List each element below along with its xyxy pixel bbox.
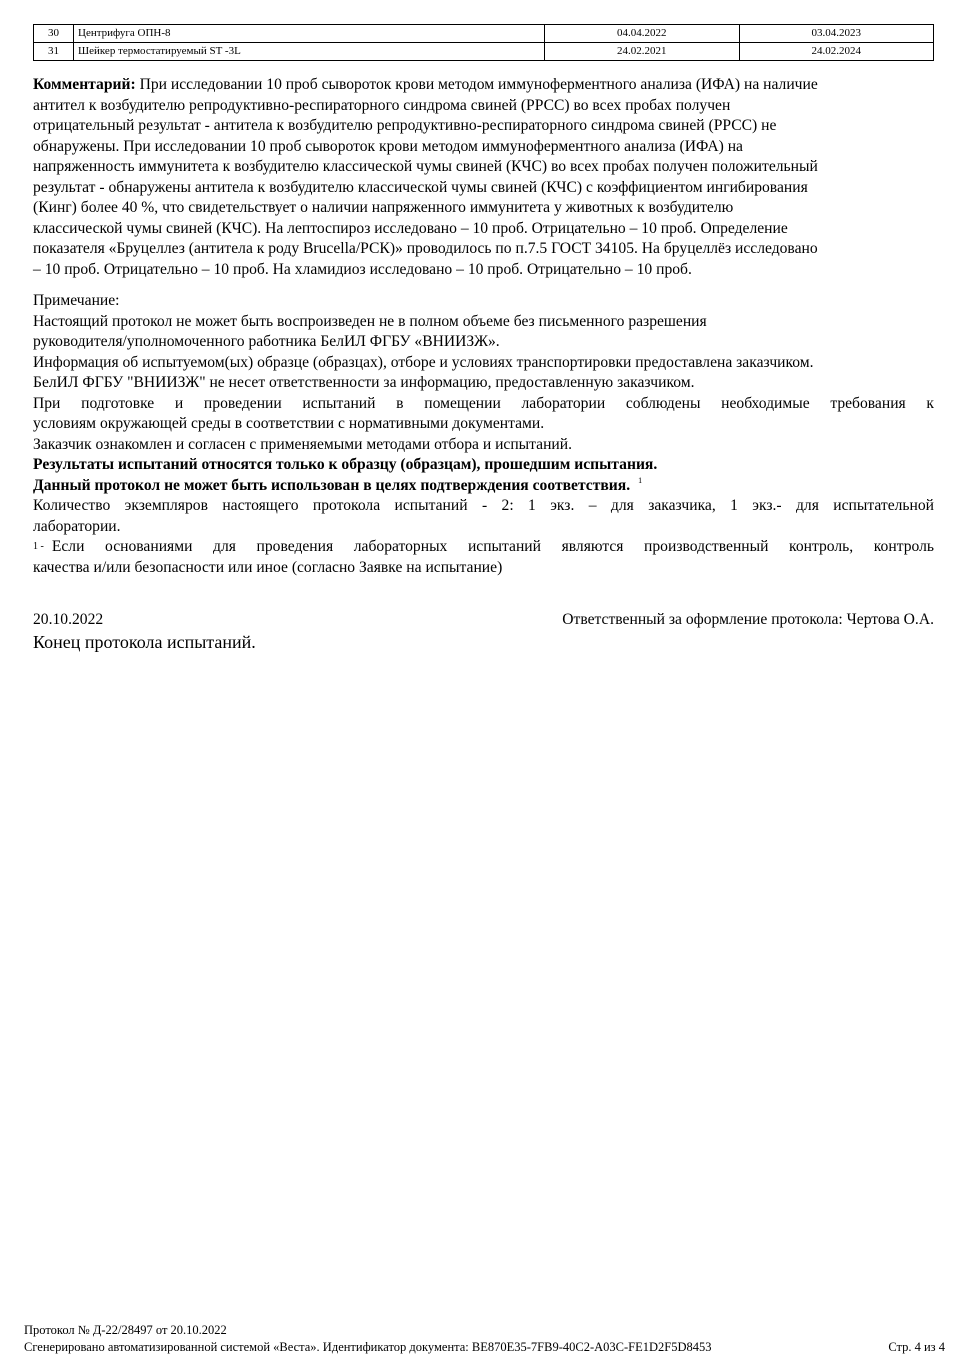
comment-line: отрицательный результат - антитела к возбудителю репродуктивно-респираторного синдрома свиней (РРСС) не	[33, 117, 777, 134]
equipment-table	[33, 24, 934, 61]
comment-line: классической чумы свиней (КЧС). На лептоспироз исследовано – 10 проб. Отрицательно – 10 проб. Определение	[33, 219, 788, 237]
table-row	[34, 43, 934, 61]
page-number: Стр. 4 из 4	[888, 1340, 945, 1354]
note-bold-line: Данный протокол не может быть использован в целях подтверждения соответствия.	[33, 476, 631, 494]
signature-date: 20.10.2022	[33, 611, 104, 628]
note-line: Количество экземпляров настоящего протокола испытаний - 2: 1 экз. – для заказчика, 1 экз.- для испытательной	[33, 497, 934, 514]
comment-label: Комментарий:	[33, 76, 136, 93]
comment-line: результат - обнаружены антитела к возбудителю классической чумы свиней (КЧС) с коэффициентом ингибирования	[33, 178, 808, 196]
note-line: БелИЛ ФГБУ "ВНИИЗЖ" не несет ответственности за информацию, предоставленную заказчиком.	[33, 374, 695, 391]
comment-line: (Кинг) более 40 %, что свидетельствует о наличии напряженного иммунитета у животных к возбудителю	[33, 199, 734, 216]
row-number: 31	[34, 43, 74, 61]
note-line: Информация об испытуемом(ых) образце (образцах), отборе и условиях транспортировки предоставлена заказчиком.	[33, 353, 814, 371]
date-from: 04.04.2022	[545, 25, 740, 43]
footnote-text: качества и/или безопасности или иное (согласно Заявке на испытание)	[33, 558, 503, 576]
note-bold-line: Результаты испытаний относятся только к образцу (образцам), прошедшим испытания.	[33, 456, 658, 473]
comment-line: – 10 проб. Отрицательно – 10 проб. На хламидиоз исследовано – 10 проб. Отрицательно – 10 проб.	[33, 260, 692, 278]
note-line: руководителя/уполномоченного работника БелИЛ ФГБУ «ВНИИЗЖ».	[33, 333, 500, 350]
note-line: Заказчик ознакомлен и согласен с применяемыми методами отбора и испытаний.	[33, 435, 573, 453]
note-line: При подготовке и проведении испытаний в помещении лаборатории соблюдены необходимые требования к	[33, 394, 934, 412]
footer-protocol: Протокол № Д-22/28497 от 20.10.2022	[24, 1323, 227, 1337]
footnote-text: Если основаниями для проведения лабораторных испытаний являются производственный контроль, контроль	[51, 538, 934, 555]
row-number: 30	[34, 25, 74, 43]
comment-line	[33, 75, 934, 96]
footnote-mark: 1 -	[33, 541, 44, 552]
note-line: Настоящий протокол не может быть воспроизведен не в полном объеме без письменного разрешения	[33, 312, 707, 330]
date-from: 24.02.2021	[545, 43, 740, 61]
equipment-name: Центрифуга ОПН-8	[74, 25, 545, 43]
date-to: 24.02.2024	[739, 43, 934, 61]
table-row	[34, 25, 934, 43]
notes-section	[33, 291, 934, 578]
comment-text: При исследовании 10 проб сывороток крови методом иммуноферментного анализа (ИФА) на наличие	[135, 76, 818, 93]
comment-line: обнаружены. При исследовании 10 проб сывороток крови методом иммуноферментного анализа (ИФА) на	[33, 137, 743, 155]
date-to: 03.04.2023	[739, 25, 934, 43]
footer-generated: Сгенерировано автоматизированной системой «Веста». Идентификатор документа: BE870E35-7FB9-40C2-A03C-FE1D2F5D8453	[24, 1340, 712, 1354]
comment-line: показателя «Бруцеллез (антитела к роду Brucella/РСК)» проводилось по п.7.5 ГОСТ 34105. На бруцеллёз исследовано	[33, 240, 818, 257]
note-line: лаборатории.	[33, 517, 121, 535]
note-line: условиям окружающей среды в соответствии с нормативными документами.	[33, 415, 545, 432]
comment-line: напряженность иммунитета к возбудителю классической чумы свиней (КЧС) во всех пробах получен положительный	[33, 158, 818, 175]
end-of-protocol: Конец протокола испытаний.	[33, 632, 256, 652]
footnote-ref: 1	[638, 475, 643, 485]
comment-section	[33, 75, 934, 280]
comment-line: антител к возбудителю репродуктивно-респираторного синдрома свиней (РРСС) во всех пробах получен	[33, 96, 731, 114]
equipment-name: Шейкер термостатируемый ST -3L	[74, 43, 545, 61]
responsible-person: Ответственный за оформление протокола: Чертова О.А.	[562, 611, 934, 628]
notes-heading: Примечание:	[33, 292, 120, 309]
